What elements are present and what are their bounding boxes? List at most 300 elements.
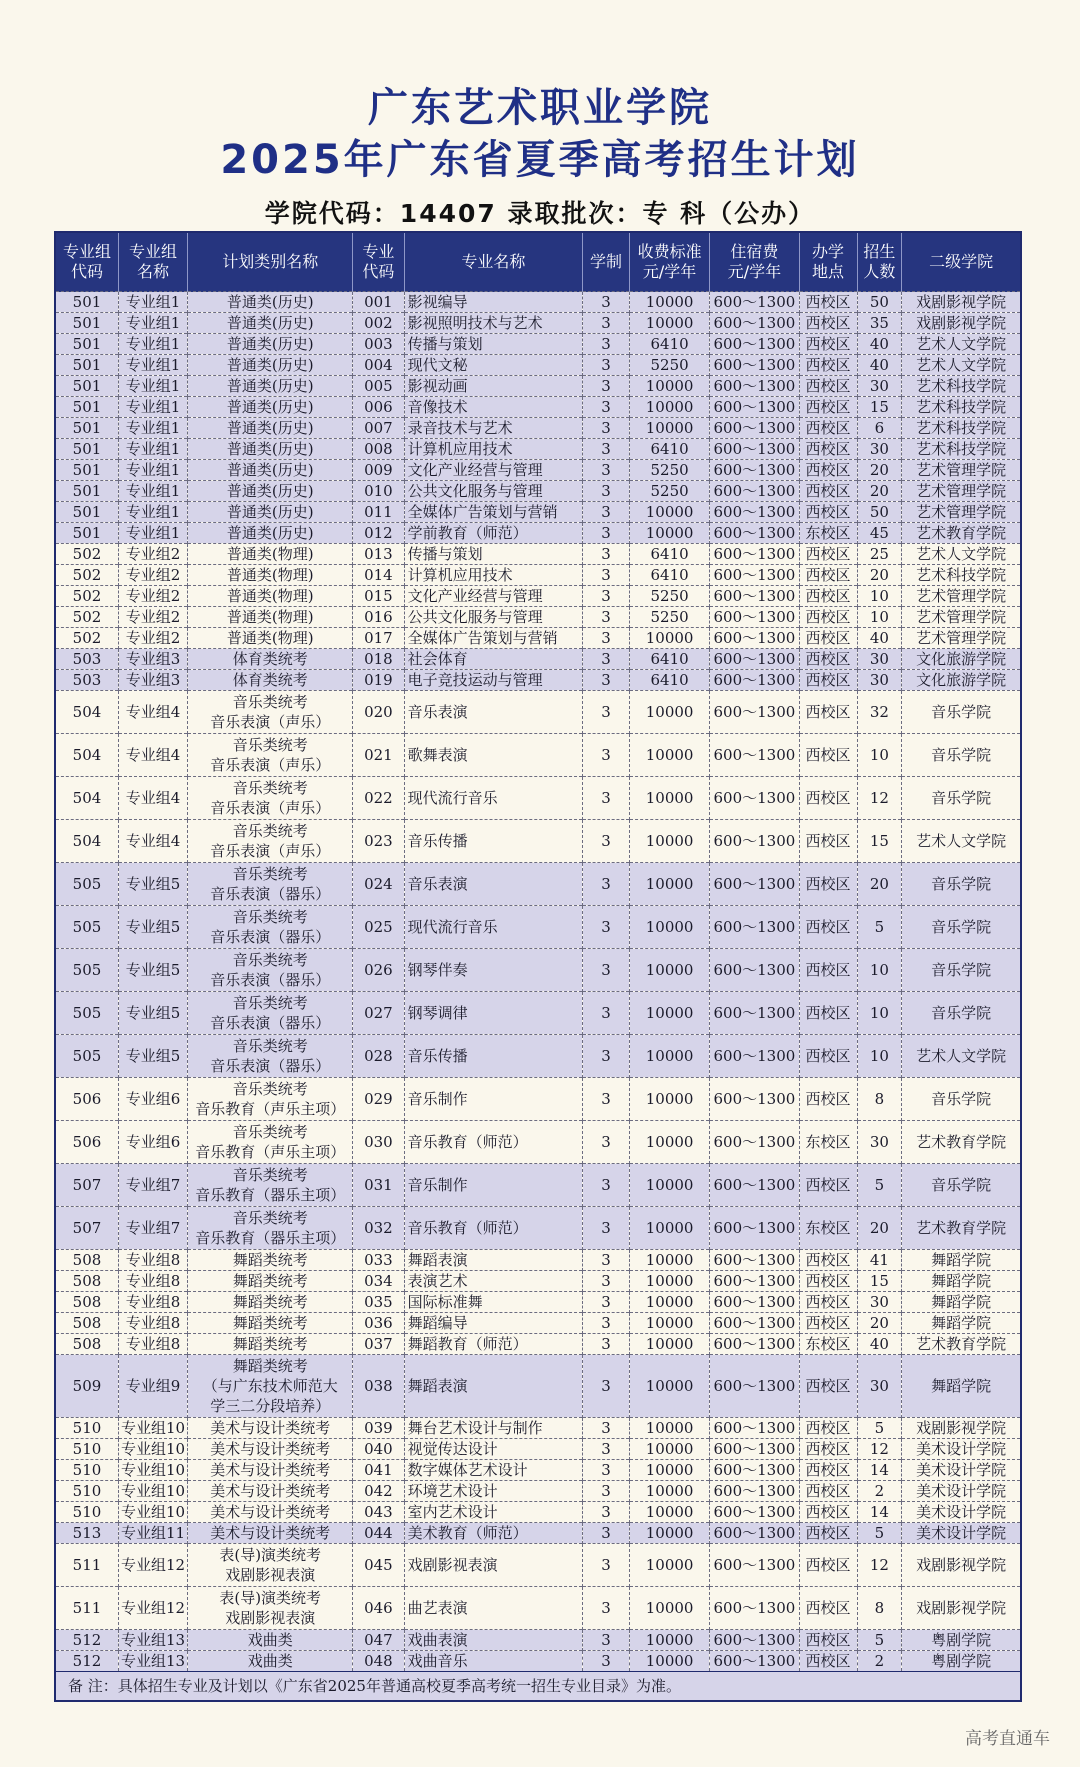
table-cell: 专业组10 (118, 1481, 187, 1502)
table-cell: 音乐表演 (404, 863, 583, 906)
table-cell: 600～1300 (710, 1164, 799, 1207)
table-cell: 501 (56, 334, 118, 355)
table-cell: 510 (56, 1418, 118, 1439)
table-cell: 501 (56, 355, 118, 376)
table-cell: 现代文秘 (404, 355, 583, 376)
table-cell: 东校区 (799, 1334, 857, 1355)
table-cell: 10 (857, 734, 902, 777)
table-cell: 044 (353, 1523, 404, 1544)
table-cell: 507 (56, 1207, 118, 1250)
table-cell: 3 (583, 523, 630, 544)
table-cell: 专业组5 (118, 863, 187, 906)
table-cell: 视觉传达设计 (404, 1439, 583, 1460)
column-header: 专业组 代码 (56, 233, 118, 292)
table-cell: 文化产业经营与管理 (404, 460, 583, 481)
table-cell: 专业组1 (118, 460, 187, 481)
table-cell: 600～1300 (710, 1035, 799, 1078)
table-cell: 艺术管理学院 (902, 502, 1020, 523)
table-row (56, 906, 1020, 949)
table-cell: 028 (353, 1035, 404, 1078)
table-cell: 3 (583, 607, 630, 628)
table-row (56, 397, 1020, 418)
table-cell: 001 (353, 292, 404, 313)
table-row (56, 439, 1020, 460)
table-cell: 音乐学院 (902, 1078, 1020, 1121)
table-cell: 艺术教育学院 (902, 1121, 1020, 1164)
table-row (56, 460, 1020, 481)
table-cell: 3 (583, 777, 630, 820)
table-cell: 粤剧学院 (902, 1651, 1020, 1672)
footnote: 备 注：具体招生专业及计划以《广东省2025年普通高校夏季高考统一招生专业目录》为准。 (56, 1671, 1020, 1700)
table-cell: 专业组6 (118, 1121, 187, 1164)
table-cell: 音乐学院 (902, 949, 1020, 992)
table-cell: 艺术人文学院 (902, 355, 1020, 376)
table-cell: 3 (583, 1439, 630, 1460)
table-cell: 031 (353, 1164, 404, 1207)
table-cell: 505 (56, 992, 118, 1035)
table-row (56, 1334, 1020, 1355)
column-header: 专业名称 (404, 233, 583, 292)
table-cell: 3 (583, 949, 630, 992)
table-cell: 5250 (629, 481, 709, 502)
table-cell: 西校区 (799, 691, 857, 734)
table-cell: 040 (353, 1439, 404, 1460)
table-cell: 舞台艺术设计与制作 (404, 1418, 583, 1439)
table-cell: 40 (857, 628, 902, 649)
table-cell: 西校区 (799, 820, 857, 863)
table-cell: 10 (857, 607, 902, 628)
table-cell: 美术设计学院 (902, 1439, 1020, 1460)
table-cell: 音乐学院 (902, 734, 1020, 777)
table-cell: 西校区 (799, 502, 857, 523)
table-cell: 专业组5 (118, 992, 187, 1035)
table-row (56, 313, 1020, 334)
table-cell: 5 (857, 1630, 902, 1651)
table-cell: 音乐类统考 音乐表演（声乐） (188, 777, 353, 820)
table-row (56, 1121, 1020, 1164)
table-cell: 音乐学院 (902, 863, 1020, 906)
table-cell: 普通类(历史) (188, 502, 353, 523)
table-cell: 20 (857, 1207, 902, 1250)
table-cell: 专业组1 (118, 523, 187, 544)
table-cell: 美术教育（师范） (404, 1523, 583, 1544)
table-cell: 艺术管理学院 (902, 628, 1020, 649)
table-cell: 3 (583, 355, 630, 376)
table-cell: 曲艺表演 (404, 1587, 583, 1630)
table-row (56, 355, 1020, 376)
table-cell: 舞蹈类统考 (188, 1313, 353, 1334)
table-row (56, 586, 1020, 607)
table-cell: 10000 (629, 1078, 709, 1121)
table-cell: 西校区 (799, 439, 857, 460)
table-cell: 506 (56, 1078, 118, 1121)
table-cell: 8 (857, 1078, 902, 1121)
table-cell: 501 (56, 313, 118, 334)
table-cell: 钢琴调律 (404, 992, 583, 1035)
table-cell: 3 (583, 992, 630, 1035)
table-cell: 专业组1 (118, 502, 187, 523)
table-cell: 600～1300 (710, 820, 799, 863)
table-cell: 普通类(历史) (188, 460, 353, 481)
table-cell: 舞蹈学院 (902, 1355, 1020, 1418)
table-cell: 035 (353, 1292, 404, 1313)
table-cell: 西校区 (799, 1439, 857, 1460)
table-cell: 艺术科技学院 (902, 565, 1020, 586)
table-cell: 600～1300 (710, 1078, 799, 1121)
table-cell: 学前教育（师范） (404, 523, 583, 544)
table-cell: 专业组1 (118, 313, 187, 334)
table-cell: 专业组10 (118, 1460, 187, 1481)
table-cell: 计算机应用技术 (404, 439, 583, 460)
table-cell: 501 (56, 439, 118, 460)
table-cell: 14 (857, 1502, 902, 1523)
table-cell: 600～1300 (710, 1523, 799, 1544)
table-cell: 048 (353, 1651, 404, 1672)
column-header: 专业 代码 (353, 233, 404, 292)
table-cell: 013 (353, 544, 404, 565)
table-cell: 东校区 (799, 1121, 857, 1164)
table-cell: 西校区 (799, 863, 857, 906)
table-cell: 歌舞表演 (404, 734, 583, 777)
table-cell: 6410 (629, 544, 709, 565)
table-cell: 505 (56, 949, 118, 992)
table-cell: 3 (583, 1502, 630, 1523)
table-cell: 艺术科技学院 (902, 418, 1020, 439)
table-cell: 600～1300 (710, 397, 799, 418)
table-cell: 舞蹈类统考 (188, 1250, 353, 1271)
table-cell: 3 (583, 334, 630, 355)
table-cell: 西校区 (799, 1418, 857, 1439)
table-cell: 3 (583, 1651, 630, 1672)
table-cell: 文化产业经营与管理 (404, 586, 583, 607)
table-cell: 西校区 (799, 1292, 857, 1313)
table-cell: 美术与设计类统考 (188, 1460, 353, 1481)
table-cell: 5250 (629, 460, 709, 481)
table-cell: 西校区 (799, 1078, 857, 1121)
table-cell: 专业组12 (118, 1587, 187, 1630)
table-cell: 600～1300 (710, 313, 799, 334)
table-cell: 508 (56, 1271, 118, 1292)
table-cell: 西校区 (799, 1035, 857, 1078)
table-cell: 西校区 (799, 734, 857, 777)
table-cell: 公共文化服务与管理 (404, 607, 583, 628)
table-cell: 600～1300 (710, 334, 799, 355)
table-cell: 3 (583, 1121, 630, 1164)
table-cell: 3 (583, 292, 630, 313)
table-cell: 舞蹈类统考 (188, 1292, 353, 1313)
table-row (56, 949, 1020, 992)
table-row (56, 1078, 1020, 1121)
school-code-subtitle: 学院代码：14407 录取批次：专 科（公办） (264, 199, 816, 228)
table-cell: 10000 (629, 1207, 709, 1250)
table-cell: 西校区 (799, 1481, 857, 1502)
table-cell: 3 (583, 691, 630, 734)
table-cell: 音乐类统考 音乐表演（声乐） (188, 820, 353, 863)
table-cell: 034 (353, 1271, 404, 1292)
table-cell: 西校区 (799, 1630, 857, 1651)
table-cell: 普通类(物理) (188, 607, 353, 628)
table-cell: 专业组1 (118, 439, 187, 460)
table-cell: 音乐表演 (404, 691, 583, 734)
table-cell: 3 (583, 439, 630, 460)
table-cell: 传播与策划 (404, 544, 583, 565)
table-cell: 10000 (629, 863, 709, 906)
table-cell: 600～1300 (710, 460, 799, 481)
table-cell: 专业组7 (118, 1164, 187, 1207)
table-cell: 普通类(历史) (188, 439, 353, 460)
table-cell: 普通类(历史) (188, 292, 353, 313)
table-row (56, 992, 1020, 1035)
table-cell: 普通类(物理) (188, 586, 353, 607)
table-cell: 508 (56, 1292, 118, 1313)
table-cell: 专业组8 (118, 1292, 187, 1313)
table-cell: 3 (583, 628, 630, 649)
table-cell: 20 (857, 1313, 902, 1334)
table-cell: 600～1300 (710, 1651, 799, 1672)
column-header: 专业组 名称 (118, 233, 187, 292)
table-cell: 502 (56, 607, 118, 628)
table-cell: 3 (583, 481, 630, 502)
table-cell: 3 (583, 649, 630, 670)
table-cell: 600～1300 (710, 628, 799, 649)
table-cell: 10000 (629, 502, 709, 523)
table-cell: 专业组2 (118, 565, 187, 586)
table-cell: 专业组3 (118, 670, 187, 691)
table-cell: 510 (56, 1439, 118, 1460)
table-row (56, 1207, 1020, 1250)
table-cell: 西校区 (799, 1250, 857, 1271)
table-cell: 20 (857, 565, 902, 586)
table-cell: 专业组2 (118, 628, 187, 649)
table-cell: 35 (857, 313, 902, 334)
table-cell: 10000 (629, 992, 709, 1035)
table-cell: 专业组1 (118, 376, 187, 397)
table-cell: 10000 (629, 906, 709, 949)
table-cell: 600～1300 (710, 1502, 799, 1523)
table-cell: 艺术管理学院 (902, 586, 1020, 607)
table-cell: 东校区 (799, 523, 857, 544)
table-cell: 501 (56, 481, 118, 502)
table-cell: 音乐教育（师范） (404, 1207, 583, 1250)
table-cell: 10 (857, 1035, 902, 1078)
table-cell: 艺术科技学院 (902, 376, 1020, 397)
table-cell: 600～1300 (710, 1207, 799, 1250)
table-cell: 艺术管理学院 (902, 481, 1020, 502)
table-cell: 600～1300 (710, 691, 799, 734)
table-cell: 023 (353, 820, 404, 863)
table-cell: 艺术管理学院 (902, 607, 1020, 628)
table-cell: 600～1300 (710, 1271, 799, 1292)
table-cell: 006 (353, 397, 404, 418)
table-cell: 西校区 (799, 1587, 857, 1630)
table-cell: 10000 (629, 1439, 709, 1460)
table-cell: 600～1300 (710, 734, 799, 777)
table-row (56, 777, 1020, 820)
table-cell: 专业组13 (118, 1651, 187, 1672)
table-cell: 501 (56, 376, 118, 397)
table-row (56, 502, 1020, 523)
table-cell: 600～1300 (710, 1439, 799, 1460)
table-cell: 专业组5 (118, 906, 187, 949)
table-cell: 10000 (629, 820, 709, 863)
table-cell: 10000 (629, 397, 709, 418)
table-cell: 501 (56, 397, 118, 418)
table-cell: 音乐类统考 音乐教育（声乐主项） (188, 1121, 353, 1164)
table-cell: 20 (857, 460, 902, 481)
table-cell: 戏曲表演 (404, 1630, 583, 1651)
table-cell: 2 (857, 1651, 902, 1672)
table-cell: 600～1300 (710, 863, 799, 906)
table-cell: 音乐学院 (902, 691, 1020, 734)
table-cell: 003 (353, 334, 404, 355)
table-cell: 戏曲类 (188, 1651, 353, 1672)
table-cell: 3 (583, 670, 630, 691)
table-cell: 032 (353, 1207, 404, 1250)
table-row (56, 628, 1020, 649)
table-cell: 039 (353, 1418, 404, 1439)
table-cell: 10000 (629, 1250, 709, 1271)
table-cell: 3 (583, 1418, 630, 1439)
table-cell: 503 (56, 670, 118, 691)
table-cell: 戏剧影视学院 (902, 313, 1020, 334)
table-cell: 舞蹈编导 (404, 1313, 583, 1334)
table-row (56, 1292, 1020, 1313)
column-header: 计划类别名称 (188, 233, 353, 292)
table-cell: 3 (583, 1334, 630, 1355)
table-cell: 公共文化服务与管理 (404, 481, 583, 502)
table-cell: 3 (583, 1271, 630, 1292)
table-cell: 美术与设计类统考 (188, 1523, 353, 1544)
table-cell: 专业组7 (118, 1207, 187, 1250)
table-cell: 西校区 (799, 334, 857, 355)
table-cell: 3 (583, 1355, 630, 1418)
table-cell: 5 (857, 1523, 902, 1544)
table-cell: 专业组1 (118, 481, 187, 502)
table-row (56, 292, 1020, 313)
table-cell: 14 (857, 1460, 902, 1481)
table-cell: 011 (353, 502, 404, 523)
table-cell: 507 (56, 1164, 118, 1207)
table-cell: 3 (583, 397, 630, 418)
table-cell: 510 (56, 1502, 118, 1523)
table-cell: 10000 (629, 1334, 709, 1355)
table-cell: 600～1300 (710, 1418, 799, 1439)
table-cell: 专业组10 (118, 1418, 187, 1439)
table-cell: 3 (583, 1630, 630, 1651)
table-cell: 文化旅游学院 (902, 670, 1020, 691)
table-cell: 西校区 (799, 1313, 857, 1334)
table-cell: 037 (353, 1334, 404, 1355)
table-cell: 12 (857, 1544, 902, 1587)
table-cell: 009 (353, 460, 404, 481)
table-cell: 10000 (629, 1271, 709, 1292)
table-cell: 戏剧影视学院 (902, 292, 1020, 313)
table-cell: 501 (56, 523, 118, 544)
table-cell: 501 (56, 418, 118, 439)
table-cell: 043 (353, 1502, 404, 1523)
table-cell: 普通类(历史) (188, 481, 353, 502)
table-row (56, 670, 1020, 691)
table-cell: 30 (857, 649, 902, 670)
table-cell: 600～1300 (710, 1481, 799, 1502)
table-cell: 舞蹈表演 (404, 1355, 583, 1418)
table-cell: 30 (857, 1292, 902, 1313)
table-cell: 艺术人文学院 (902, 1035, 1020, 1078)
table-cell: 西校区 (799, 565, 857, 586)
table-cell: 舞蹈类统考 （与广东技术师范大 学三二分段培养） (188, 1355, 353, 1418)
table-cell: 007 (353, 418, 404, 439)
school-title: 广东艺术职业学院 (368, 85, 712, 131)
table-cell: 12 (857, 1439, 902, 1460)
table-cell: 专业组1 (118, 334, 187, 355)
table-cell: 戏剧影视学院 (902, 1418, 1020, 1439)
table-cell: 505 (56, 863, 118, 906)
table-cell: 专业组12 (118, 1544, 187, 1587)
table-cell: 东校区 (799, 1207, 857, 1250)
table-cell: 粤剧学院 (902, 1630, 1020, 1651)
table-cell: 600～1300 (710, 586, 799, 607)
table-cell: 10000 (629, 691, 709, 734)
table-cell: 音乐教育（师范） (404, 1121, 583, 1164)
table-cell: 10000 (629, 1502, 709, 1523)
table-cell: 全媒体广告策划与营销 (404, 628, 583, 649)
table-cell: 600～1300 (710, 481, 799, 502)
table-cell: 017 (353, 628, 404, 649)
table-cell: 社会体育 (404, 649, 583, 670)
column-header: 二级学院 (902, 233, 1020, 292)
table-cell: 音乐制作 (404, 1078, 583, 1121)
table-cell: 40 (857, 334, 902, 355)
table-cell: 012 (353, 523, 404, 544)
table-cell: 3 (583, 1481, 630, 1502)
table-cell: 舞蹈学院 (902, 1271, 1020, 1292)
table-cell: 600～1300 (710, 544, 799, 565)
table-cell: 510 (56, 1481, 118, 1502)
table-cell: 艺术科技学院 (902, 397, 1020, 418)
table-cell: 美术与设计类统考 (188, 1502, 353, 1523)
table-cell: 600～1300 (710, 1292, 799, 1313)
table-cell: 41 (857, 1250, 902, 1271)
table-cell: 美术与设计类统考 (188, 1418, 353, 1439)
table-cell: 502 (56, 586, 118, 607)
table-cell: 戏剧影视学院 (902, 1544, 1020, 1587)
table-cell: 600～1300 (710, 292, 799, 313)
table-cell: 002 (353, 313, 404, 334)
table-cell: 普通类(物理) (188, 565, 353, 586)
table-cell: 3 (583, 1460, 630, 1481)
table-cell: 600～1300 (710, 376, 799, 397)
table-cell: 10000 (629, 292, 709, 313)
table-cell: 艺术人文学院 (902, 334, 1020, 355)
table-cell: 501 (56, 502, 118, 523)
table-cell: 10000 (629, 1313, 709, 1334)
table-row (56, 1355, 1020, 1418)
table-cell: 045 (353, 1544, 404, 1587)
table-cell: 国际标准舞 (404, 1292, 583, 1313)
table-cell: 西校区 (799, 1502, 857, 1523)
table-cell: 3 (583, 1250, 630, 1271)
table-cell: 专业组5 (118, 949, 187, 992)
table-cell: 3 (583, 1292, 630, 1313)
table-cell: 艺术管理学院 (902, 460, 1020, 481)
table-row (56, 607, 1020, 628)
table-cell: 普通类(物理) (188, 544, 353, 565)
table-cell: 50 (857, 502, 902, 523)
table-cell: 10000 (629, 1121, 709, 1164)
table-cell: 普通类(历史) (188, 397, 353, 418)
table-row (56, 1439, 1020, 1460)
table-cell: 503 (56, 649, 118, 670)
